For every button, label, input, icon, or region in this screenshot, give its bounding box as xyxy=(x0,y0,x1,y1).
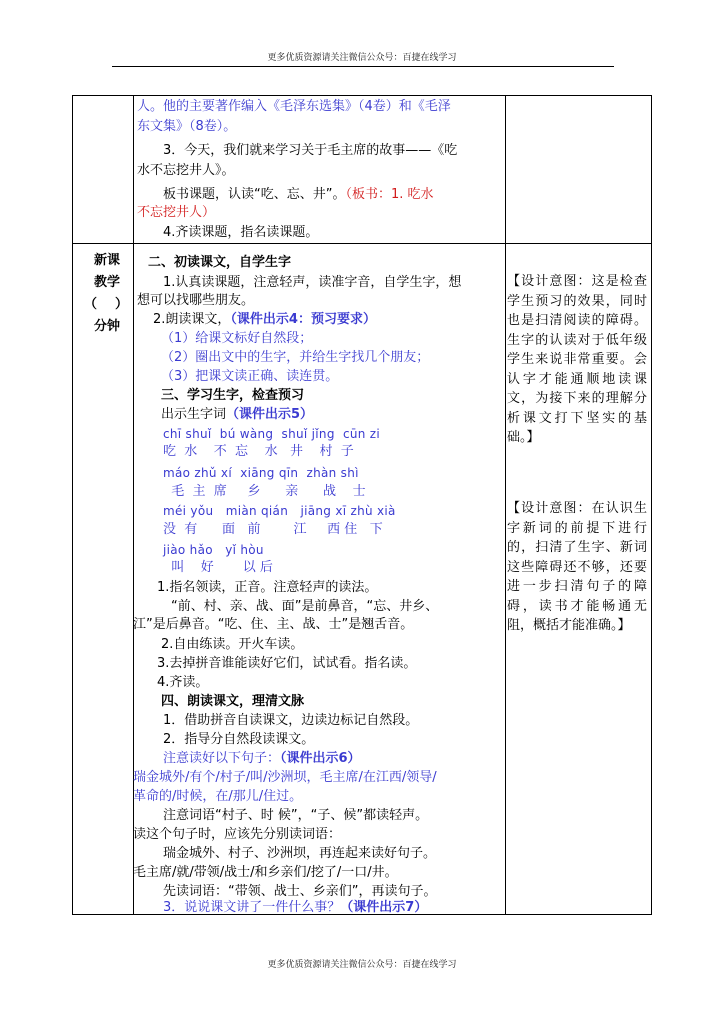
show-words xyxy=(161,406,313,424)
sentence-1a: 瑞金城外/有个/村子/叫/沙洲坝，毛主席/在江西/领导/ xyxy=(133,770,437,785)
step-2 xyxy=(153,311,376,329)
page-footer: 更多优质资源请关注微信公众号：百捷在线学习 xyxy=(267,960,457,970)
intro-line-5 xyxy=(163,186,434,204)
step-2-text: 2.朗读课文， xyxy=(153,312,231,327)
courseware-7: （课件出示7） xyxy=(340,900,428,915)
sentence-1b: 革命的/时候，在/那儿/住过。 xyxy=(133,789,303,804)
tip-4: 毛主席/就/带领/战士/和乡亲们/挖了/一口/井。 xyxy=(133,865,398,880)
note-sentences-text: 注意读好以下句子： xyxy=(163,751,281,766)
intro-line-7: 4.齐读课题，指名读课题。 xyxy=(163,225,319,240)
courseware-5: （课件出示5） xyxy=(226,407,314,422)
section-label-1: 新课 xyxy=(93,253,120,268)
practice-1: 1.指名领读，正音。注意轻声的读法。 xyxy=(157,580,378,595)
step-1b: 想可以找哪些朋友。 xyxy=(137,293,255,308)
heading-2: 二、初读课文，自学生字 xyxy=(148,255,292,270)
heading-3: 三、学习生字，检查预习 xyxy=(161,388,305,403)
header-rule xyxy=(112,66,614,67)
hanzi-row-4: 叫 好 以 后 xyxy=(163,560,273,575)
practice-2b: 江”是后鼻音。“吃、住、主、战、士”是翘舌音。 xyxy=(133,617,414,632)
hanzi-row-1: 吃 水 不 忘 水 井 村 子 xyxy=(163,444,354,459)
pinyin-row-4: jiào hǎo yǐ hòu xyxy=(163,543,264,557)
read-1: 1．借助拼音自读课文，边读边标记自然段。 xyxy=(163,713,419,728)
section-label-3: （ ） xyxy=(83,297,129,312)
courseware-4: （课件出示4：预习要求） xyxy=(230,312,376,327)
intro-line-1: 人。他的主要著作编入《毛泽东选集》（4卷）和《毛泽 xyxy=(137,99,451,114)
pinyin-row-1: chī shuǐ bú wàng shuǐ jǐng cūn zi xyxy=(163,427,381,441)
row-divider xyxy=(73,243,651,244)
column-divider-right xyxy=(505,96,506,914)
courseware-6: （课件出示6） xyxy=(280,751,361,766)
requirement-2: （2）圈出文中的生字，并给生字找几个朋友； xyxy=(161,350,430,365)
hanzi-row-2: 毛 主 席 乡 亲 战 士 xyxy=(163,484,366,499)
intro-line-6: 不忘挖井人） xyxy=(137,205,216,220)
requirement-1: （1）给课文标好自然段； xyxy=(161,331,313,346)
step-1a: 1.认真读课题，注意轻声，读准字音，自学生字，想 xyxy=(163,275,462,290)
intro-line-3: 3．今天，我们就来学习关于毛主席的故事——《吃 xyxy=(163,143,458,158)
page-header: 更多优质资源请关注微信公众号：百捷在线学习 xyxy=(267,53,457,63)
blackboard-note: （板书：1. 吃水 xyxy=(345,187,434,202)
read-2: 2．指导分自然段读课文。 xyxy=(163,732,315,747)
practice-5: 4.齐读。 xyxy=(157,675,209,690)
practice-4: 3.去掉拼音谁能读好它们，试试看。指名读。 xyxy=(157,656,417,671)
practice-2a: “前、村、亲、战、面”是前鼻音，“忘、井乡、 xyxy=(171,599,439,614)
pinyin-row-3: méi yǒu miàn qián jiāng xī zhù xià xyxy=(163,504,396,518)
last-question-text: 3．说说课文讲了一件什么事？ xyxy=(163,900,341,915)
lesson-table xyxy=(72,95,652,915)
intro-line-2: 东文集》（8卷）。 xyxy=(137,119,237,134)
pinyin-row-2: máo zhǔ xí xiāng qīn zhàn shì xyxy=(163,466,359,480)
requirement-3: （3）把课文读正确、读连贯。 xyxy=(161,369,339,384)
tip-5: 先读词语：“带领、战士、乡亲们”，再读句子。 xyxy=(163,884,437,899)
design-intent-2: 【设计意图：在认识生字新词的前提下进行的，扫清了生字、新词这些障碍还不够，还要进一步扫清句子的障碍，读书才能畅通无阻，概括才能准确。】 xyxy=(507,501,647,633)
tip-1: 注意词语“村子、时 候”，“子、候”都读轻声。 xyxy=(163,808,429,823)
note-sentences xyxy=(163,750,361,768)
practice-3: 2.自由练读。开火车读。 xyxy=(161,637,304,652)
section-label-2: 教学 xyxy=(93,275,120,290)
intro-line-4: 水不忘挖井人》。 xyxy=(137,163,235,178)
design-intent-1: 【设计意图：这是检查学生预习的效果，同时也是扫清阅读的障碍。生字的认读对于低年级学生来说非常重要。会认字才能通顺地读课文，为接下来的理解分析课文打下坚实的基础。】 xyxy=(507,274,647,445)
last-question xyxy=(163,899,427,917)
hanzi-row-3: 没 有 面 前 江 西 住 下 xyxy=(163,522,383,537)
show-words-text: 出示生字词 xyxy=(161,407,227,422)
tip-2: 读这个句子时，应该先分别读词语： xyxy=(133,827,342,842)
tip-3: 瑞金城外、村子、沙洲坝，再连起来读好句子。 xyxy=(163,846,437,861)
section-label-4: 分钟 xyxy=(93,319,120,334)
intro-line-5-text: 板书课题，认读“吃、忘、井”。 xyxy=(163,187,346,202)
heading-4: 四、朗读课文，理清文脉 xyxy=(161,694,305,709)
